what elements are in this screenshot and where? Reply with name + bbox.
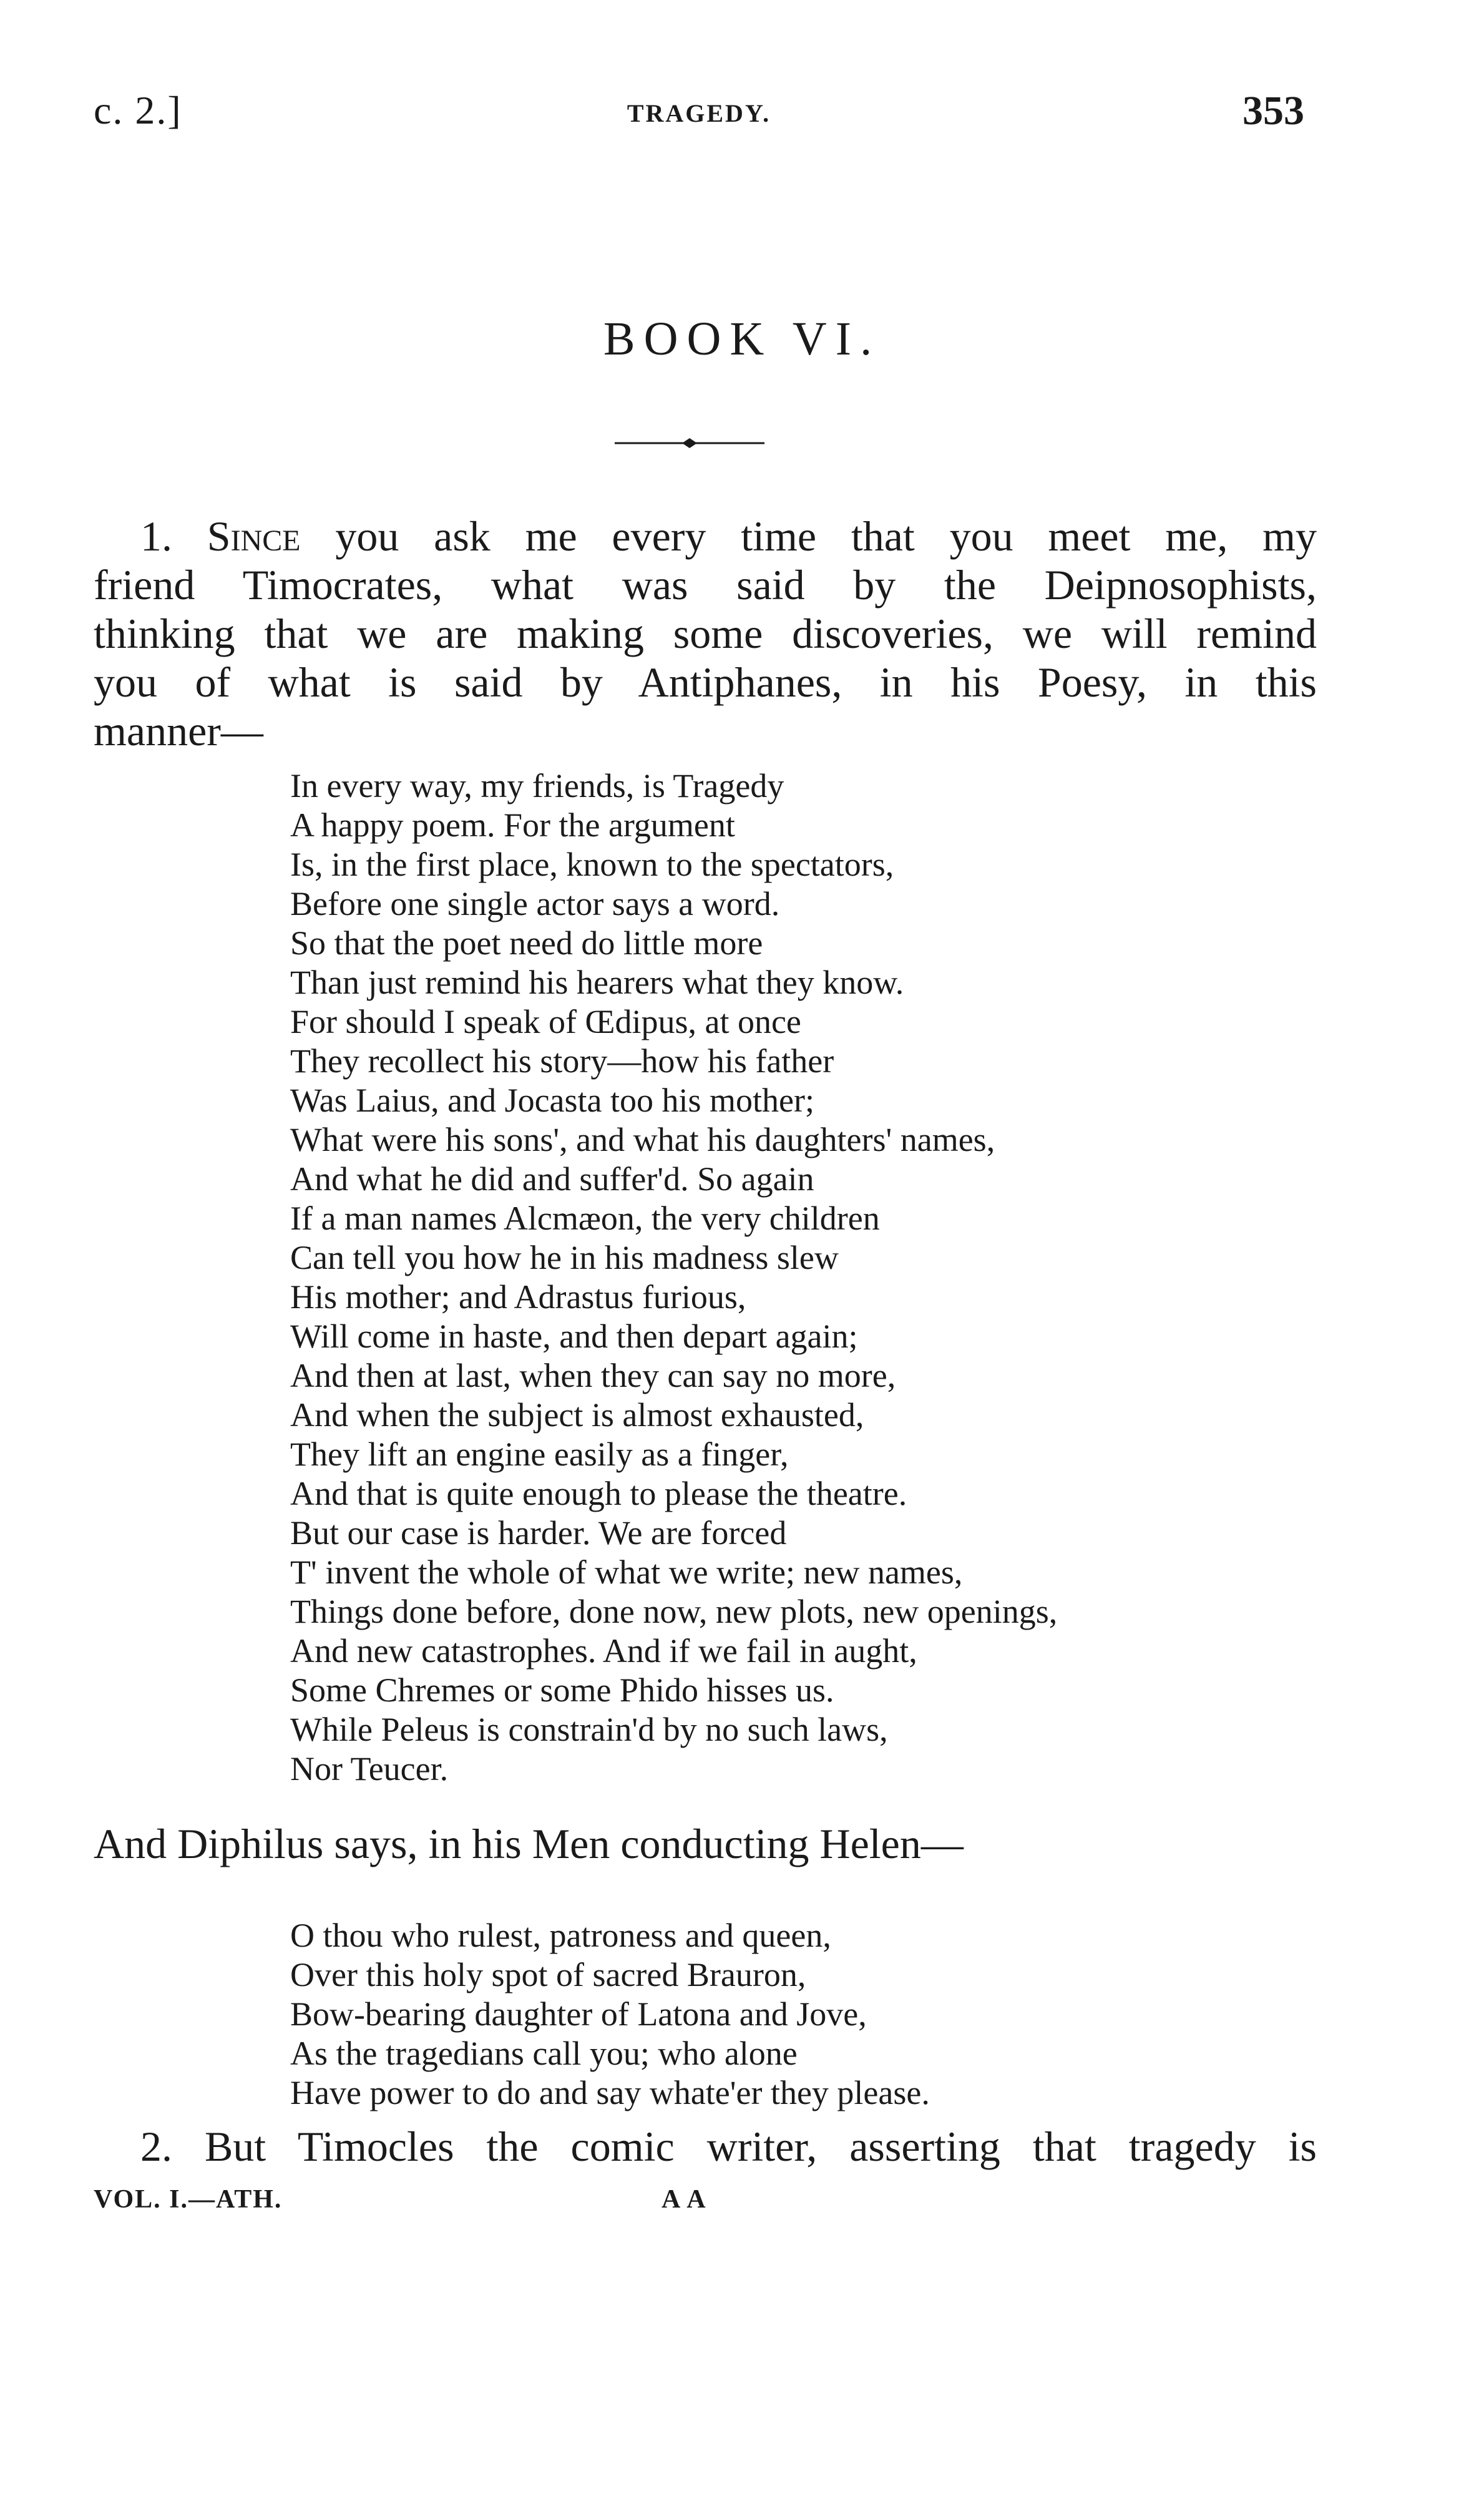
book-title: BOOK VI.	[603, 313, 881, 365]
verse-line: Bow-bearing daughter of Latona and Jove,	[290, 1995, 867, 2033]
paragraph-1-line-5: manner—	[94, 707, 263, 755]
paragraph-2-text: 2. But Timocles the comic writer, asserting that tragedy is	[140, 2123, 1317, 2170]
verse-line: And that is quite enough to please the theatre.	[290, 1475, 907, 1512]
verse-line: T' invent the whole of what we write; new names,	[290, 1553, 963, 1591]
verse-line: Things done before, done now, new plots, new openings,	[290, 1593, 1058, 1630]
verse-line: Over this holy spot of sacred Brauron,	[290, 1956, 806, 1993]
verse-line: Some Chremes or some Phido hisses us.	[290, 1671, 834, 1709]
verse-line: His mother; and Adrastus furious,	[290, 1278, 746, 1316]
verse-line: And then at last, when they can say no more,	[290, 1357, 896, 1394]
paragraph-2	[94, 2122, 1317, 2171]
verse-line: Have power to do and say whate'er they please.	[290, 2074, 930, 2111]
paragraph-1-line-3: thinking that we are making some discoveries, we will remind	[94, 610, 1317, 657]
paragraph-1-first-word: Since	[207, 512, 301, 560]
paragraph-1-line-2: friend Timocrates, what was said by the Deipnosophists,	[94, 561, 1317, 609]
paragraph-number: 1.	[140, 512, 172, 560]
verse-line: What were his sons', and what his daughters' names,	[290, 1121, 995, 1158]
verse-line: Before one single actor says a word.	[290, 885, 780, 922]
verse-line: A happy poem. For the argument	[290, 806, 735, 844]
verse-line: Nor Teucer.	[290, 1750, 449, 1788]
verse-quote-antiphanes	[290, 766, 1057, 1789]
verse-line: Is, in the first place, known to the spectators,	[290, 846, 894, 883]
page-number: 353	[1242, 88, 1304, 134]
paragraph-1-line-4: you of what is said by Antiphanes, in his Poesy, in this	[94, 658, 1317, 706]
verse-line: For should I speak of Œdipus, at once	[290, 1003, 801, 1040]
verse-line: But our case is harder. We are forced	[290, 1514, 787, 1552]
verse-line: And when the subject is almost exhausted,	[290, 1396, 864, 1434]
running-head	[94, 87, 1304, 144]
verse-line: And what he did and suffer'd. So again	[290, 1160, 814, 1198]
running-title: TRAGEDY.	[627, 99, 771, 127]
verse-line: They lift an engine easily as a finger,	[290, 1436, 789, 1473]
verse-line: They recollect his story—how his father	[290, 1042, 834, 1080]
verse-line: If a man names Alcmæon, the very children	[290, 1200, 880, 1237]
paragraph-1-line-1-text: you ask me every time that you meet me, my	[335, 512, 1317, 560]
paragraph-2-line-1	[94, 2122, 1317, 2171]
paragraph-diphilus	[94, 1819, 1317, 1868]
verse-line: As the tragedians call you; who alone	[290, 2035, 798, 2072]
verse-quote-diphilus	[290, 1916, 930, 2113]
ornament-rule-icon	[615, 437, 764, 449]
paragraph-1	[94, 512, 1317, 755]
volume-marker: VOL. I.—ATH.	[94, 2185, 283, 2214]
signature-mark: A A	[661, 2185, 707, 2214]
verse-line: Than just remind his hearers what they know.	[290, 964, 904, 1001]
paragraph-1-line-1	[94, 512, 1317, 560]
verse-line: So that the poet need do little more	[290, 924, 763, 962]
paragraph-diphilus-text: And Diphilus says, in his Men conducting Helen—	[94, 1820, 964, 1867]
verse-line: In every way, my friends, is Tragedy	[290, 767, 784, 805]
chapter-marker: c. 2.]	[94, 88, 182, 132]
verse-line: O thou who rulest, patroness and queen,	[290, 1917, 831, 1954]
page-footer	[94, 2184, 1317, 2222]
verse-line: And new catastrophes. And if we fail in aught,	[290, 1632, 917, 1670]
verse-line: While Peleus is constrain'd by no such laws,	[290, 1711, 888, 1748]
verse-line: Was Laius, and Jocasta too his mother;	[290, 1082, 814, 1119]
verse-line: Will come in haste, and then depart again;	[290, 1318, 858, 1355]
verse-line: Can tell you how he in his madness slew	[290, 1239, 839, 1276]
